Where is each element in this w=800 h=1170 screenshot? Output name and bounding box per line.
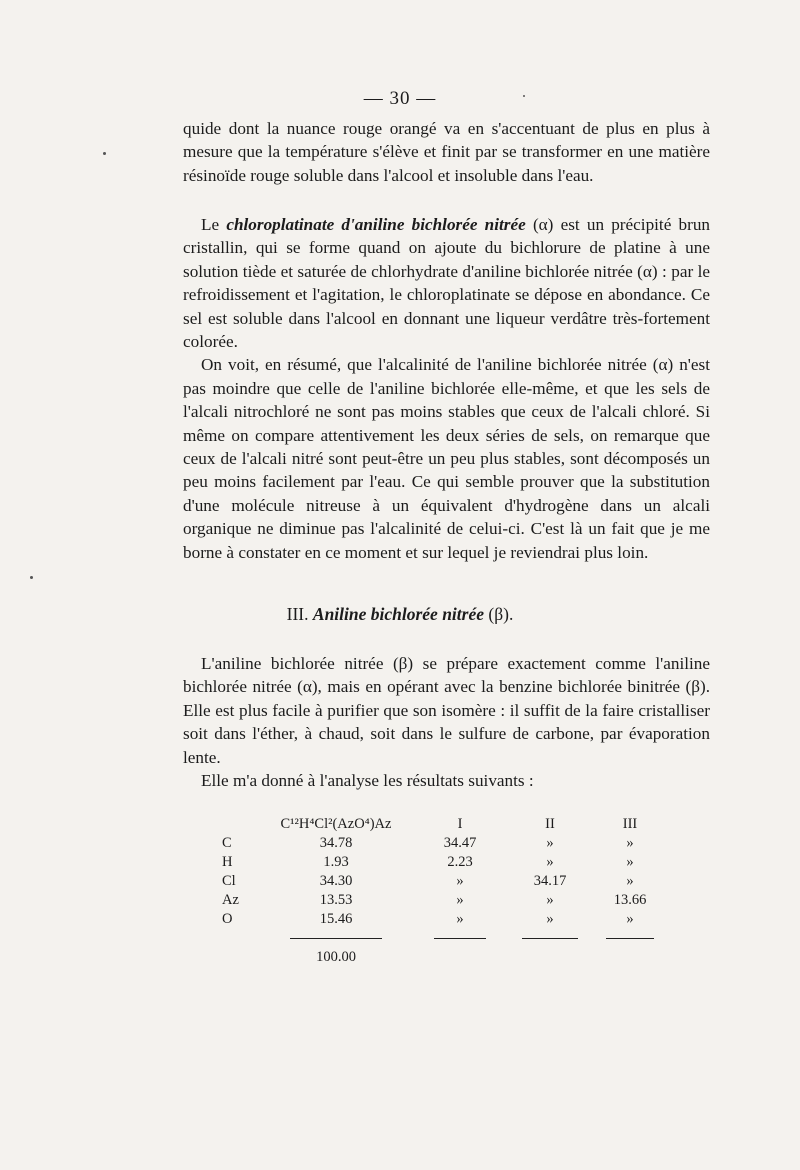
rule-row [210,929,670,948]
table-row [210,853,670,872]
paragraph-group-3 [183,652,710,792]
col-header-ii: II [545,816,555,832]
col-header-i: I [457,816,463,832]
paragraph-2-rest: est un précipité brun cristallin, qui se forme quand on ajoute du bichlorure de platine à une solution tiède et saturée de chlorhydrate d'aniline bichlorée nitrée (α) : par le refroidissement et l'agitation, le chloroplatinate se dépose en abondance. Ce sel est soluble dans l'alcool en donnant une liqueur verdâtre très-fortement colorée. [183,215,711,352]
rule-ii [522,938,578,939]
section-beta: (β). [488,604,514,624]
rule-iii [606,938,654,939]
result-iii-cell: » [626,854,634,870]
result-iii-cell: » [626,873,634,889]
total-row [210,948,670,967]
calc-cell: 34.30 [319,873,353,889]
result-ii-cell: » [546,854,554,870]
result-ii-cell: » [546,911,554,927]
result-iii-cell: » [626,911,634,927]
rule-i [434,938,486,939]
table-row [210,891,670,910]
result-ii-cell: » [546,835,554,851]
result-ii-cell: 34.17 [533,873,567,889]
alpha-marker: (α) [532,215,554,234]
result-i-cell: 34.47 [443,835,477,851]
page-number: — 30 — [363,88,437,109]
table-row [210,834,670,853]
result-i-cell: » [456,873,464,889]
calc-cell: 1.93 [323,854,349,870]
paragraph-2 [183,213,710,353]
result-iii-cell: 13.66 [613,892,647,908]
paper-speck [523,95,525,97]
result-ii-cell: » [546,892,554,908]
paragraph-2-lead: Le [201,215,220,234]
paragraph-3: On voit, en résumé, que l'alcalinité de l'aniline bichlorée nitrée (α) n'est pas moindre que celle de l'aniline bichlorée elle-même, et que les sels de l'alcali nitrochloré ne sont pas moins stables que ceux de l'alcali chloré. Si même on compare attentivement les deux séries de sels, on remarque que ceux de l'alcali nitré sont peut-être un peu plus stables, sont décomposés un peu moins facilement par l'eau. Ce qui semble prouver que la substitution d'une molécule nitreuse à un équivalent d'hydrogène dans un alcali organique ne diminue pas l'alcalinité de celui-ci. C'est là un fait que je me borne à constater en ce moment et sur lequel je reviendrai plus loin. [183,355,710,562]
paper-speck [30,576,33,579]
paragraph-5: Elle m'a donné à l'analyse les résultats suivants : [201,771,534,791]
calc-cell: 34.78 [319,835,353,851]
paragraph-4: L'aniline bichlorée nitrée (β) se prépare exactement comme l'aniline bichlorée nitrée (α), mais en opérant avec la benzine bichlorée binitrée (β). Elle est plus facile à purifier que son isomère : il suffit de la faire cristalliser soit dans l'éther, à chaud, soit dans le sulfure de carbone, par évaporation lente. [183,654,710,767]
result-i-cell: » [456,911,464,927]
section-title: Aniline bichlorée nitrée [312,604,485,624]
paragraph-1 [183,117,710,187]
paragraph-group-2 [183,213,710,564]
element-cell: Cl [222,873,236,889]
result-i-cell: » [456,892,464,908]
element-cell: O [222,911,233,927]
paragraph-1-text: quide dont la nuance rouge orangé va en s'accentuant de plus en plus à mesure que la température s'élève et finit par se transformer en une matière résinoïde rouge soluble dans l'alcool et insoluble dans l'eau. [183,119,710,185]
result-i-cell: 2.23 [447,854,473,870]
result-iii-cell: » [626,835,634,851]
element-cell: H [222,854,233,870]
paper-speck [103,152,106,155]
element-cell: C [222,835,232,851]
element-cell: Az [222,892,239,908]
calc-cell: 15.46 [319,911,353,927]
section-numeral: III. [286,604,309,624]
table-header-row [210,815,670,834]
col-header-iii: III [622,816,638,832]
table-row [210,910,670,929]
table-row [210,872,670,891]
section-heading [0,604,800,625]
analysis-table [210,815,670,967]
calc-cell: 13.53 [319,892,353,908]
formula-header: C¹²H⁴Cl²(AzO⁴)Az [280,816,392,832]
chloroplatinate-term: chloroplatinate d'aniline bichlorée nitrée [226,215,526,234]
element-header [210,815,262,834]
total-cell: 100.00 [316,949,356,965]
sum-rule [290,938,382,939]
